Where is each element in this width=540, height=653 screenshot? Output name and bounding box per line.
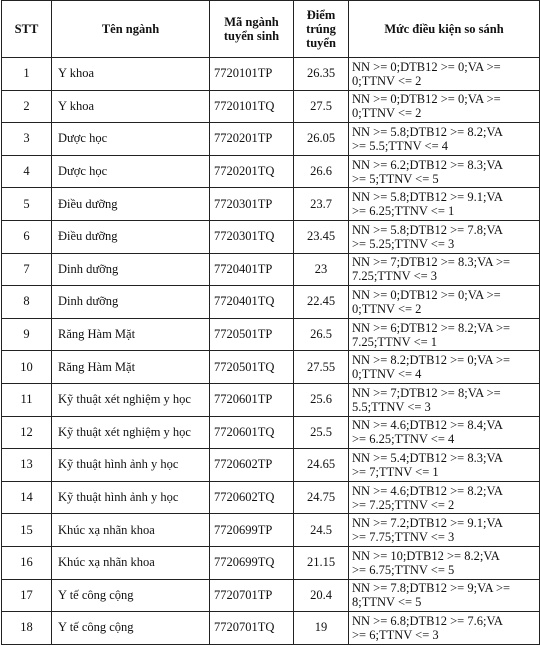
row-comparison-conditions <box>349 123 540 156</box>
table-row <box>2 514 540 547</box>
row-comparison-conditions <box>349 220 540 253</box>
row-major-code: 7720602TQ <box>210 481 294 514</box>
row-major-name: Kỹ thuật xét nghiệm y học <box>52 416 210 449</box>
header-score-line1: Điểm <box>306 8 336 22</box>
table-row <box>2 351 540 384</box>
row-major-name: Kỹ thuật hình ảnh y học <box>52 481 210 514</box>
row-stt: 6 <box>2 220 52 253</box>
row-conditions-line2: 8;TTNV <= 5 <box>352 595 422 610</box>
row-stt: 12 <box>2 416 52 449</box>
table-row <box>2 383 540 416</box>
row-conditions-line2: >= 5;TTNV <= 5 <box>352 171 439 186</box>
row-major-code: 7720201TQ <box>210 155 294 188</box>
header-major-name: Tên ngành <box>52 1 210 58</box>
row-admission-score: 21.15 <box>294 546 349 579</box>
row-conditions-line1: NN >= 4.6;DTB12 >= 8.4;VA <box>352 418 503 433</box>
row-comparison-conditions <box>349 90 540 123</box>
row-stt: 3 <box>2 123 52 156</box>
row-conditions-line1: NN >= 0;DTB12 >= 0;VA >= <box>352 92 501 107</box>
row-conditions-line2: 0;TTNV <= 2 <box>352 73 422 88</box>
row-stt: 8 <box>2 286 52 319</box>
header-major-code-line2: tuyển sinh <box>223 29 280 43</box>
row-stt: 17 <box>2 579 52 612</box>
row-conditions-line1: NN >= 5.8;DTB12 >= 7.8;VA <box>352 222 503 237</box>
row-comparison-conditions <box>349 155 540 188</box>
row-major-code: 7720501TP <box>210 318 294 351</box>
row-admission-score: 24.5 <box>294 514 349 547</box>
row-admission-score: 25.6 <box>294 383 349 416</box>
row-conditions-line1: NN >= 6.2;DTB12 >= 8.3;VA <box>352 157 503 172</box>
table-row <box>2 318 540 351</box>
row-major-code: 7720701TQ <box>210 612 294 645</box>
row-admission-score: 24.75 <box>294 481 349 514</box>
row-stt: 1 <box>2 58 52 91</box>
row-conditions-line1: NN >= 6;DTB12 >= 8.2;VA >= <box>352 320 511 335</box>
row-comparison-conditions <box>349 58 540 91</box>
row-comparison-conditions <box>349 286 540 319</box>
row-major-name: Dược học <box>52 123 210 156</box>
row-major-name: Y khoa <box>52 58 210 91</box>
row-major-name: Răng Hàm Mặt <box>52 318 210 351</box>
row-major-code: 7720401TP <box>210 253 294 286</box>
row-conditions-line1: NN >= 7.2;DTB12 >= 9.1;VA <box>352 516 503 531</box>
row-major-code: 7720699TQ <box>210 546 294 579</box>
row-conditions-line2: >= 6.75;TTNV <= 5 <box>352 562 455 577</box>
row-admission-score: 26.6 <box>294 155 349 188</box>
row-major-name: Khúc xạ nhãn khoa <box>52 514 210 547</box>
header-major-code-line1: Mã ngành <box>224 15 279 29</box>
row-comparison-conditions <box>349 253 540 286</box>
row-conditions-line1: NN >= 7;DTB12 >= 8;VA >= <box>352 385 501 400</box>
row-major-code: 7720101TQ <box>210 90 294 123</box>
row-conditions-line2: >= 7;TTNV <= 1 <box>352 464 439 479</box>
row-stt: 16 <box>2 546 52 579</box>
row-stt: 7 <box>2 253 52 286</box>
header-stt: STT <box>2 1 52 58</box>
row-conditions-line1: NN >= 5.8;DTB12 >= 8.2;VA <box>352 124 503 139</box>
table-row <box>2 220 540 253</box>
row-comparison-conditions <box>349 416 540 449</box>
row-comparison-conditions <box>349 351 540 384</box>
table-row <box>2 546 540 579</box>
header-row <box>2 1 540 58</box>
row-conditions-line1: NN >= 0;DTB12 >= 0;VA >= <box>352 59 501 74</box>
row-admission-score: 20.4 <box>294 579 349 612</box>
row-conditions-line1: NN >= 10;DTB12 >= 8.2;VA <box>352 548 500 563</box>
row-comparison-conditions <box>349 546 540 579</box>
row-comparison-conditions <box>349 318 540 351</box>
row-conditions-line1: NN >= 7.8;DTB12 >= 9;VA >= <box>352 581 511 596</box>
row-major-name: Y tế công cộng <box>52 579 210 612</box>
row-admission-score: 27.55 <box>294 351 349 384</box>
table-row <box>2 155 540 188</box>
row-stt: 15 <box>2 514 52 547</box>
row-comparison-conditions <box>349 514 540 547</box>
row-stt: 10 <box>2 351 52 384</box>
row-conditions-line2: 7.25;TTNV <= 3 <box>352 269 438 284</box>
row-conditions-line1: NN >= 0;DTB12 >= 0;VA >= <box>352 287 501 302</box>
admission-score-table <box>1 0 540 645</box>
row-admission-score: 22.45 <box>294 286 349 319</box>
row-admission-score: 24.65 <box>294 449 349 482</box>
table-row <box>2 416 540 449</box>
row-conditions-line1: NN >= 5.8;DTB12 >= 9.1;VA <box>352 190 503 205</box>
table-row <box>2 58 540 91</box>
table-row <box>2 579 540 612</box>
row-stt: 9 <box>2 318 52 351</box>
row-major-name: Khúc xạ nhãn khoa <box>52 546 210 579</box>
row-major-name: Điều dưỡng <box>52 220 210 253</box>
row-major-code: 7720602TP <box>210 449 294 482</box>
row-admission-score: 27.5 <box>294 90 349 123</box>
row-admission-score: 23.7 <box>294 188 349 221</box>
row-stt: 5 <box>2 188 52 221</box>
row-conditions-line2: >= 6;TTNV <= 3 <box>352 627 439 642</box>
row-conditions-line1: NN >= 5.4;DTB12 >= 8.3;VA <box>352 450 503 465</box>
row-major-name: Kỹ thuật hình ảnh y học <box>52 449 210 482</box>
row-stt: 14 <box>2 481 52 514</box>
table-row <box>2 612 540 645</box>
row-comparison-conditions <box>349 449 540 482</box>
row-admission-score: 23 <box>294 253 349 286</box>
row-comparison-conditions <box>349 612 540 645</box>
row-conditions-line2: 0;TTNV <= 2 <box>352 106 422 121</box>
row-admission-score: 26.5 <box>294 318 349 351</box>
row-major-name: Điều dưỡng <box>52 188 210 221</box>
header-comparison-conditions: Mức điều kiện so sánh <box>349 1 540 58</box>
row-major-code: 7720699TP <box>210 514 294 547</box>
row-admission-score: 19 <box>294 612 349 645</box>
row-major-code: 7720701TP <box>210 579 294 612</box>
row-major-name: Y tế công cộng <box>52 612 210 645</box>
row-conditions-line2: >= 6.25;TTNV <= 1 <box>352 204 455 219</box>
row-major-code: 7720201TP <box>210 123 294 156</box>
row-conditions-line2: 7.25;TTNV <= 1 <box>352 334 438 349</box>
row-conditions-line2: 0;TTNV <= 2 <box>352 301 422 316</box>
row-stt: 2 <box>2 90 52 123</box>
row-comparison-conditions <box>349 579 540 612</box>
row-major-code: 7720601TP <box>210 383 294 416</box>
row-conditions-line2: 5.5;TTNV <= 3 <box>352 399 431 414</box>
row-conditions-line2: >= 7.75;TTNV <= 3 <box>352 530 455 545</box>
table-row <box>2 286 540 319</box>
table-row <box>2 123 540 156</box>
row-major-name: Dinh dưỡng <box>52 253 210 286</box>
row-major-name: Y khoa <box>52 90 210 123</box>
row-conditions-line2: >= 7.25;TTNV <= 2 <box>352 497 455 512</box>
row-comparison-conditions <box>349 188 540 221</box>
row-admission-score: 23.45 <box>294 220 349 253</box>
row-stt: 11 <box>2 383 52 416</box>
table-row <box>2 188 540 221</box>
row-major-name: Kỹ thuật xét nghiệm y học <box>52 383 210 416</box>
row-major-code: 7720301TP <box>210 188 294 221</box>
row-major-code: 7720301TQ <box>210 220 294 253</box>
row-admission-score: 25.5 <box>294 416 349 449</box>
row-major-code: 7720601TQ <box>210 416 294 449</box>
table-row <box>2 90 540 123</box>
row-major-name: Dinh dưỡng <box>52 286 210 319</box>
table-row <box>2 449 540 482</box>
row-conditions-line2: >= 6.25;TTNV <= 4 <box>352 432 455 447</box>
row-admission-score: 26.35 <box>294 58 349 91</box>
table-row <box>2 253 540 286</box>
row-conditions-line1: NN >= 4.6;DTB12 >= 8.2;VA <box>352 483 503 498</box>
row-conditions-line2: >= 5.25;TTNV <= 3 <box>352 236 455 251</box>
header-score-line2: trúng <box>306 22 336 36</box>
row-stt: 18 <box>2 612 52 645</box>
row-major-name: Răng Hàm Mặt <box>52 351 210 384</box>
row-conditions-line2: >= 5.5;TTNV <= 4 <box>352 138 449 153</box>
row-major-name: Dược học <box>52 155 210 188</box>
row-stt: 13 <box>2 449 52 482</box>
row-conditions-line1: NN >= 7;DTB12 >= 8.3;VA >= <box>352 255 511 270</box>
row-conditions-line2: 0;TTNV <= 4 <box>352 367 422 382</box>
row-major-code: 7720501TQ <box>210 351 294 384</box>
row-conditions-line1: NN >= 6.8;DTB12 >= 7.6;VA <box>352 613 503 628</box>
header-score-line3: tuyển <box>306 36 336 50</box>
header-admission-score <box>294 1 349 58</box>
header-major-code <box>210 1 294 58</box>
row-major-code: 7720101TP <box>210 58 294 91</box>
table-body <box>2 58 540 645</box>
table-row <box>2 481 540 514</box>
row-stt: 4 <box>2 155 52 188</box>
row-comparison-conditions <box>349 383 540 416</box>
row-admission-score: 26.05 <box>294 123 349 156</box>
row-major-code: 7720401TQ <box>210 286 294 319</box>
row-conditions-line1: NN >= 8.2;DTB12 >= 0;VA >= <box>352 353 511 368</box>
row-comparison-conditions <box>349 481 540 514</box>
